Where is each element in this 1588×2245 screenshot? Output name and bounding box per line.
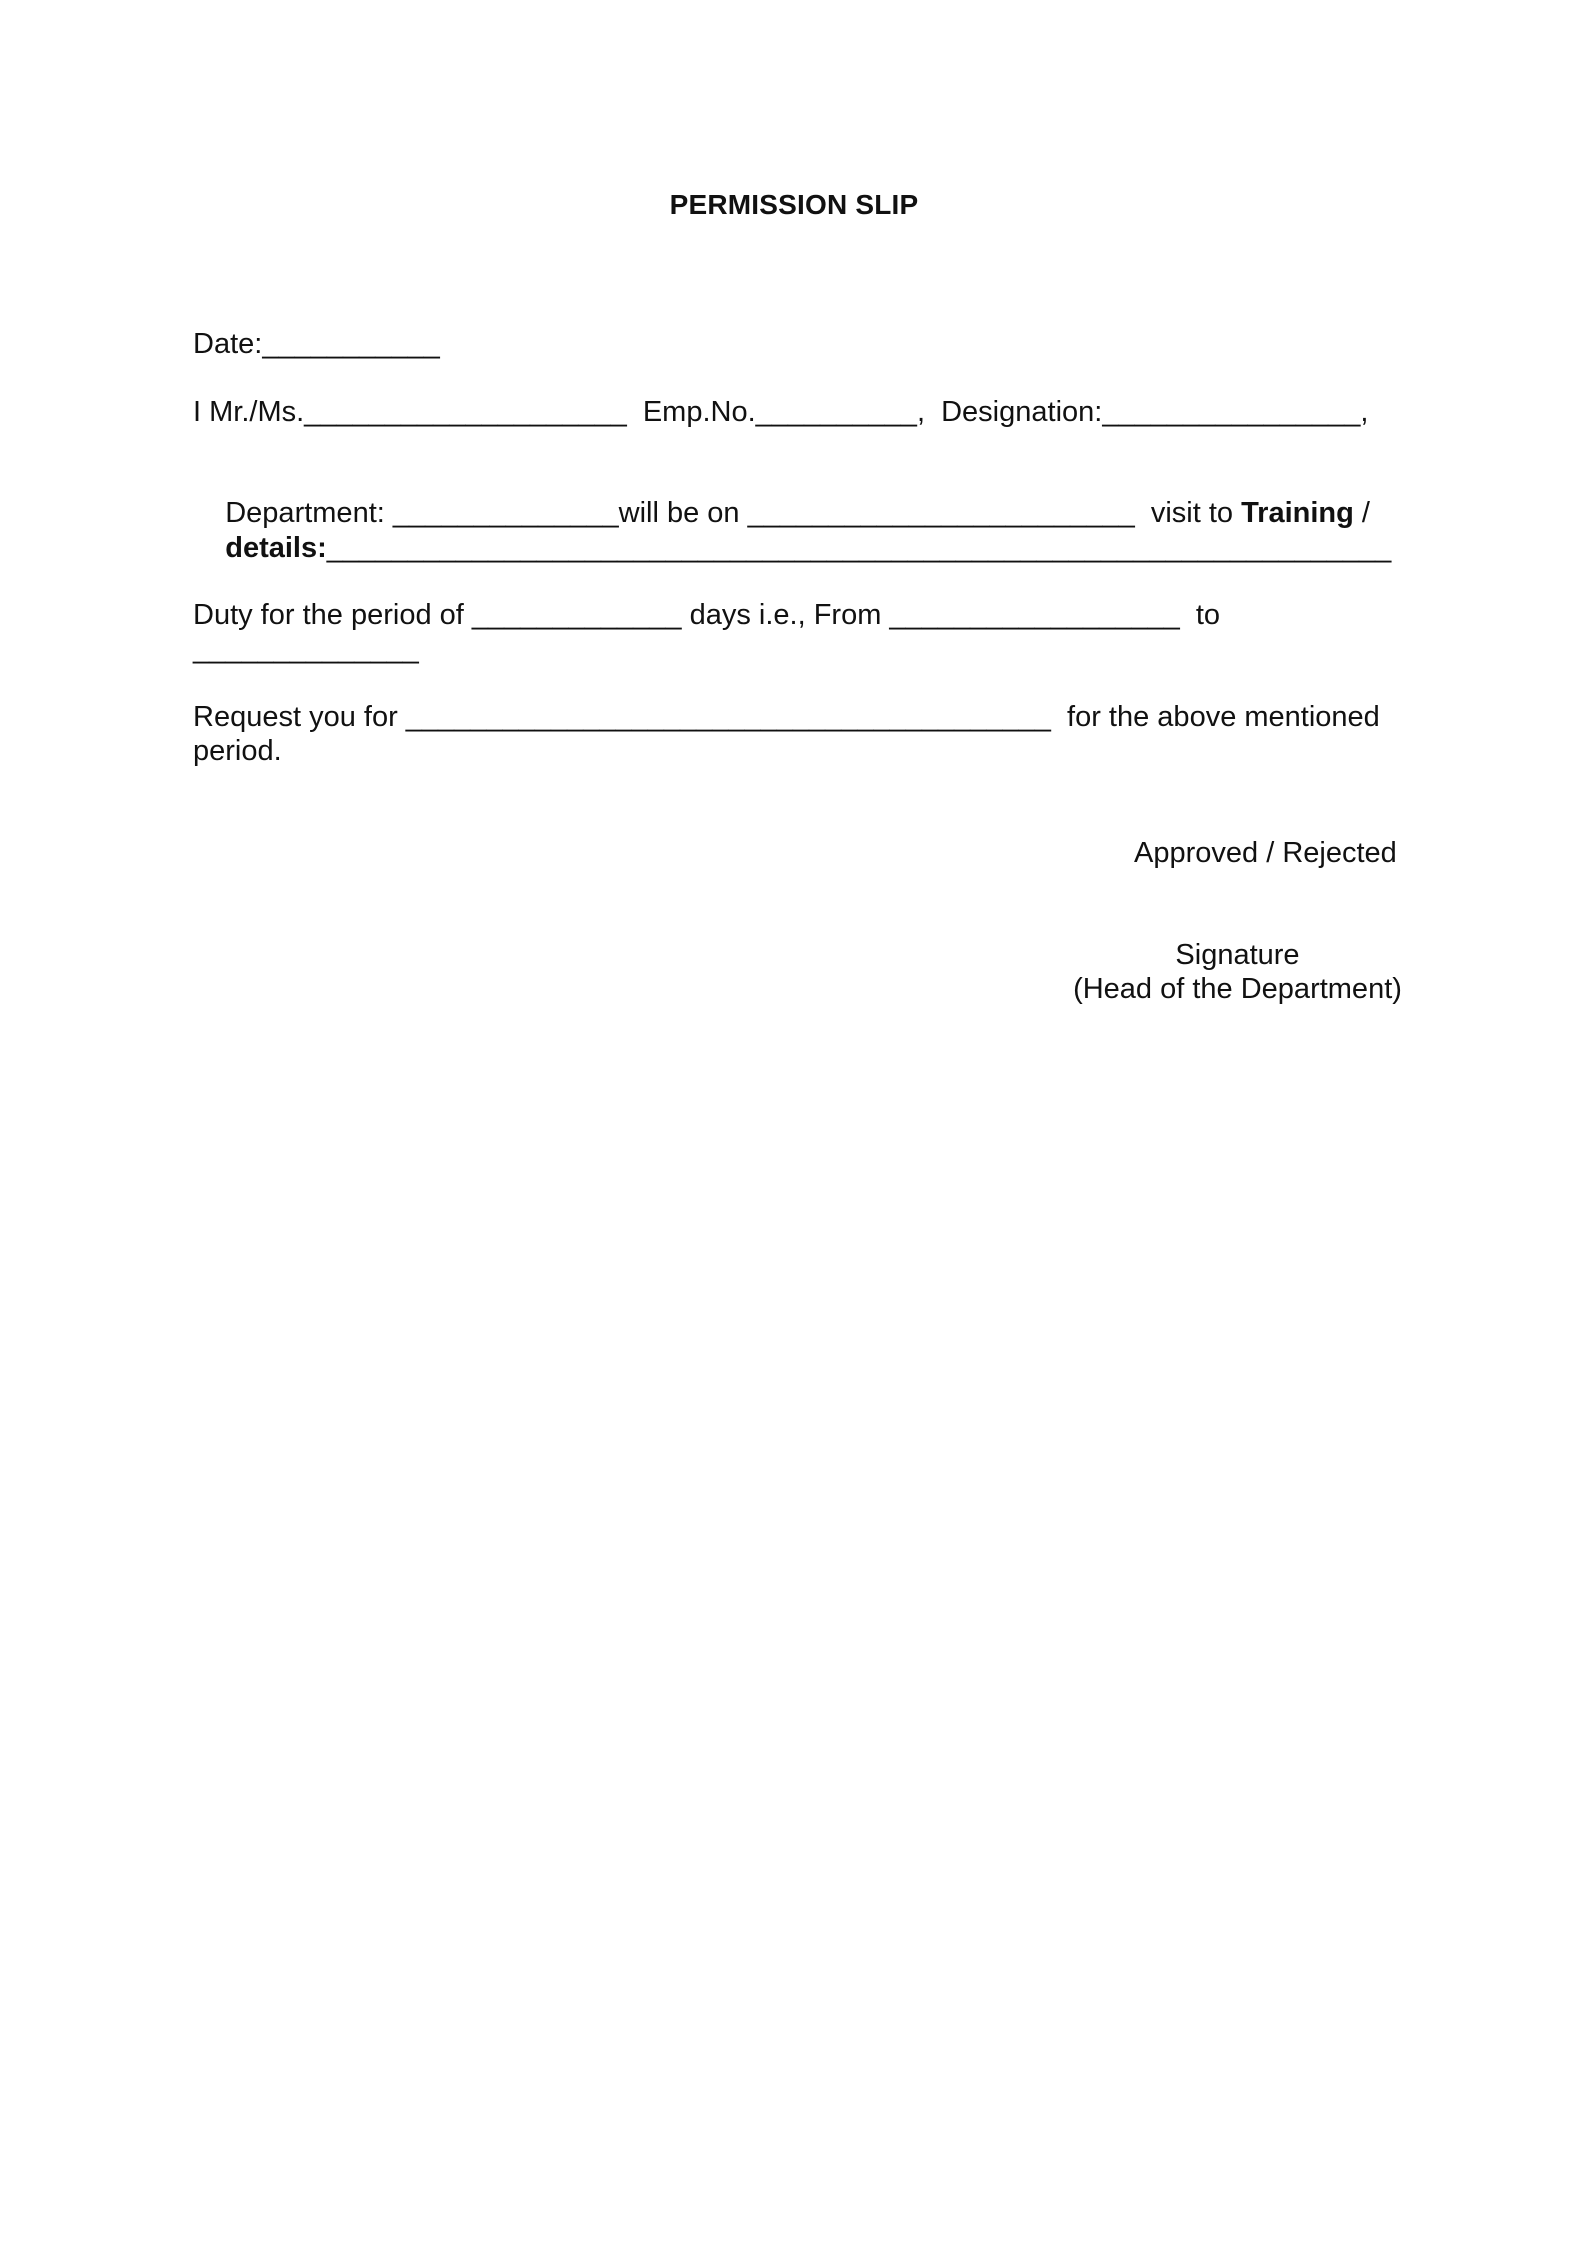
department-line-suffix: / <box>1353 497 1370 529</box>
training-label: Training <box>1241 497 1354 529</box>
signature-role: (Head of the Department) <box>1073 973 1402 1005</box>
request-continuation: period. <box>193 735 282 767</box>
details-label: details: <box>225 532 327 564</box>
duty-period-line: Duty for the period of _____________ days i.e., From __________________ to <box>193 599 1221 631</box>
details-blank: __________________________________________________________________ <box>326 532 1392 564</box>
request-line: Request you for ________________________________________ for the above mentioned <box>193 701 1380 733</box>
department-line-prefix: Department: ______________will be on ________________________ visit to <box>225 497 1242 529</box>
approval-status-text: Approved / Rejected <box>1134 837 1397 869</box>
employee-details-line: I Mr./Ms.____________________ Emp.No.__________, Designation:________________, <box>193 396 1369 428</box>
duty-period-continuation: ______________ <box>193 633 419 665</box>
page-title: PERMISSION SLIP <box>669 189 919 220</box>
date-line: Date:___________ <box>193 328 440 360</box>
details-line <box>193 497 1391 599</box>
signature-label: Signature <box>1175 939 1300 971</box>
